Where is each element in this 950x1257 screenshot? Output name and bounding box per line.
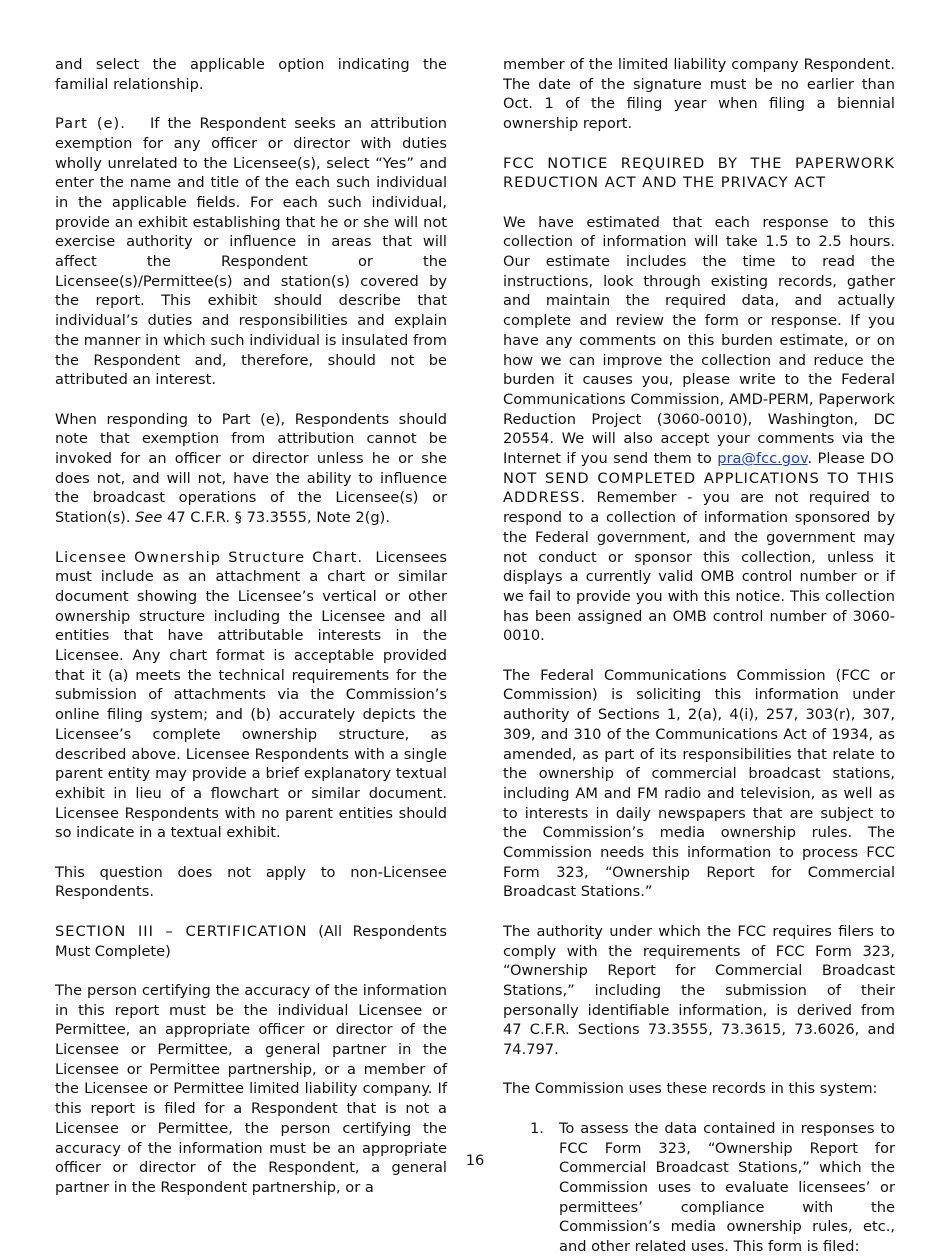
- see-citation-signal: See: [135, 509, 163, 527]
- left-column: [55, 55, 447, 1217]
- burden-estimate-text: We have estimated that each response to this collection of information will take 1.5 to 2.5 hours. Our estimate includes the time to read the instructions, look through existing records, gather and maintain the required data, and actually complete and review the form or response. If you have any comments on this burden estimate, or on how we can improve the collection and reduce the burden it causes you, please write to the Federal Communications Commission, AMD-PERM, Paperwork Reduction Project (3060-0010), Washington, DC 20554. We will also accept your comments via the Internet if you send them to: [503, 213, 895, 468]
- section-iii-heading: [55, 922, 447, 961]
- section-iii-label: SECTION III – CERTIFICATION: [55, 922, 308, 940]
- burden-estimate-paragraph: [503, 213, 895, 646]
- right-column: [503, 55, 895, 1257]
- records-use-list: [503, 1119, 895, 1257]
- do-not-send-notice: DO NOT SEND COMPLETED APPLICATIONS TO THIS ADDRESS.: [503, 450, 896, 507]
- burden-please-text: . Please: [807, 450, 865, 468]
- part-e-text: If the Respondent seeks an attribution exemption for any officer or director with duties wholly unrelated to the Licensee(s), select “Yes” and enter the name and title of the each such individual in the applicable fields. For each such individual, provide an exhibit establishing that he or she will not exercise authority or influence in areas that will affect the Respondent or the Licensee(s)/Permittee(s) and station(s) covered by the report. This exhibit should describe that individual’s duties and responsibilities and explain the manner in which such individual is insulated from the Respondent and, therefore, should not be attributed an interest.: [55, 115, 448, 389]
- page-number: 16: [465, 1152, 485, 1169]
- list-item: [503, 1119, 895, 1257]
- burden-remember-text: Remember - you are not required to respond to a collection of information sponsored by the Federal government, and the government may not conduct or sponsor this collection, unless it displays a currently valid OMB control number or if we fail to provide you with this notice. This collection has been assigned an OMB control number of 3060-0010.: [503, 489, 896, 645]
- non-licensee-paragraph: This question does not apply to non-Licensee Respondents.: [55, 863, 447, 901]
- part-e-note-citation: 47 C.F.R. § 73.3555, Note 2(g).: [167, 509, 390, 527]
- list-item-number: 1.: [530, 1119, 544, 1137]
- part-e-note-text: When responding to Part (e), Respondents should note that exemption from attribution cannot be invoked for an officer or director unless he or she does not, and will not, have the ability to influence the broadcast operations of the Licensee(s) or Station(s).: [55, 410, 447, 527]
- authority-paragraph: The Federal Communications Commission (FCC or Commission) is soliciting this information under authority of Sections 1, 2(a), 4(i), 257, 303(r), 307, 309, and 310 of the Communications Act of 1934, as amended, as part of its responsibilities that relate to the ownership of commercial broadcast stations, including AM and FM radio and television, as well as to interests in daily newspapers that are subject to the Commission’s media ownership rules. The Commission needs this information to process FCC Form 323, “Ownership Report for Commercial Broadcast Stations.”: [503, 666, 895, 901]
- part-e-paragraph: [55, 114, 447, 390]
- certification-continued-paragraph: member of the limited liability company Respondent. The date of the signature must be no earlier than Oct. 1 of the filing year when filing a biennial ownership report.: [503, 56, 895, 133]
- list-item-text: To assess the data contained in responses to FCC Form 323, “Ownership Report for Commercial Broadcast Stations,” which the Commission uses to evaluate licensees’ or permittees’ compliance with the Commission’s media ownership rules, etc., and other related uses. This form is filed:: [559, 1119, 895, 1256]
- section-iii-subtitle: (All Respondents Must Complete): [55, 922, 448, 960]
- ownership-chart-paragraph: [55, 548, 447, 844]
- privacy-authority-paragraph: The authority under which the FCC requires filers to comply with the requirements of FCC Form 323, “Ownership Report for Commercial Broadcast Stations,” including the submission of their personally identifiable information, is derived from 47 C.F.R. Sections 73.3555, 73.3615, 73.6026, and 74.797.: [503, 922, 895, 1059]
- ownership-chart-label: Licensee Ownership Structure Chart.: [55, 548, 364, 566]
- part-e-label: Part (e).: [55, 115, 126, 133]
- fcc-notice-heading: FCC NOTICE REQUIRED BY THE PAPERWORK REDUCTION ACT AND THE PRIVACY ACT: [503, 154, 895, 192]
- part-e-note-paragraph: [55, 410, 447, 528]
- records-use-paragraph: The Commission uses these records in this system:: [503, 1080, 878, 1098]
- email-link[interactable]: pra@fcc.gov: [717, 450, 808, 468]
- familial-relationship-paragraph: and select the applicable option indicating the familial relationship.: [55, 56, 447, 93]
- certification-paragraph: The person certifying the accuracy of the information in this report must be the individual Licensee or Permittee, an appropriate officer or director of the Licensee or Permittee, a general partner in the Licensee or Permittee partnership, or a member of the Licensee or Permittee limited liability company. If this report is filed for a Respondent that is not a Licensee or Permittee, the person certifying the accuracy of the information must be an appropriate officer or director of the Respondent, a general partner in the Respondent partnership, or a: [55, 981, 447, 1196]
- ownership-chart-text: Licensees must include as an attachment a chart or similar document showing the Licensee’s vertical or other ownership structure including the Licensee and all entities that have attributable interests in the Licensee. Any chart format is acceptable provided that it (a) meets the technical requirements for the submission of attachments via the Commission’s online filing system; and (b) accurately depicts the Licensee’s complete ownership structure, as described above. Licensee Respondents with a single parent entity may provide a brief explanatory textual exhibit in lieu of a flowchart or similar document. Licensee Respondents with no parent entities should so indicate in a textual exhibit.: [55, 548, 447, 842]
